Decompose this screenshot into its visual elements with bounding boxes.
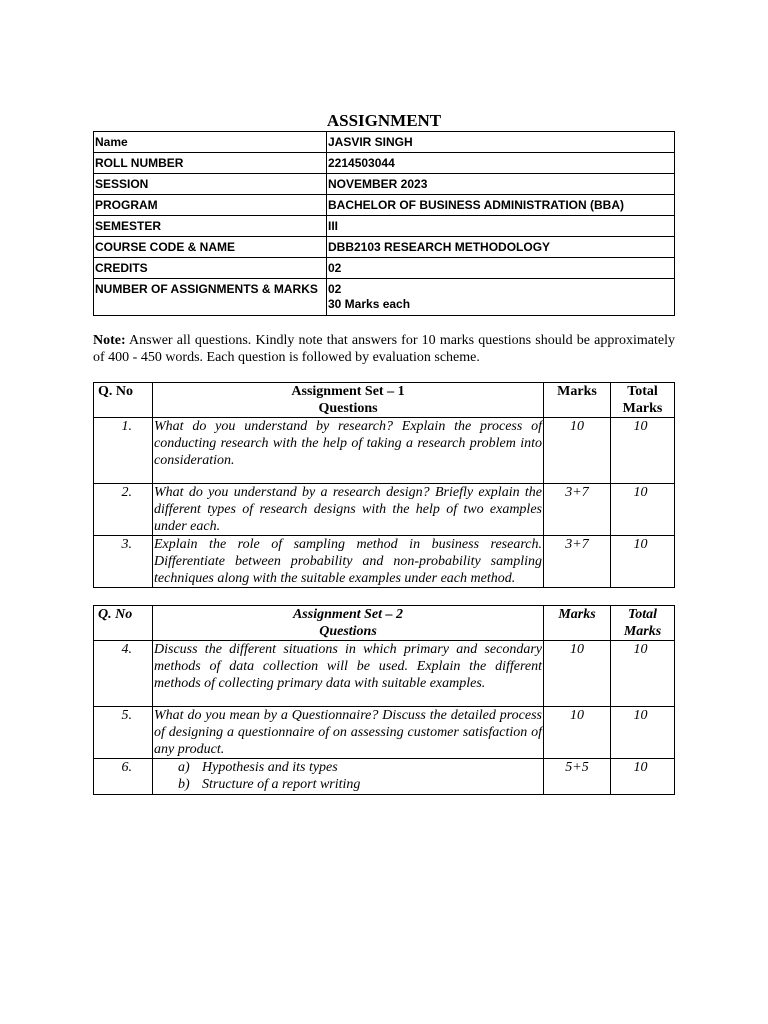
sub-question-label: a) bbox=[178, 760, 190, 775]
sub-question bbox=[154, 759, 542, 776]
info-row bbox=[94, 153, 675, 174]
question-text: Explain the role of sampling method in business research. Differentiate between probability and non-probability sampling techniques along with the suitable examples under each method. bbox=[154, 537, 542, 586]
set-title: Assignment Set – 2 bbox=[292, 607, 404, 622]
question-text: What do you understand by a research design? Briefly explain the different types of research designs with the help of two examples under each. bbox=[154, 485, 542, 534]
question-marks: 10 bbox=[544, 418, 611, 484]
table-header-row bbox=[94, 383, 675, 418]
question-marks: 10 bbox=[544, 641, 611, 707]
table-row bbox=[94, 641, 675, 707]
info-row bbox=[94, 132, 675, 153]
info-label: SESSION bbox=[94, 174, 327, 195]
document-title: ASSIGNMENT bbox=[326, 111, 442, 130]
info-label: COURSE CODE & NAME bbox=[94, 237, 327, 258]
question-total: 10 bbox=[611, 536, 675, 588]
info-label: PROGRAM bbox=[94, 195, 327, 216]
question-marks: 10 bbox=[544, 707, 611, 759]
note-text: Answer all questions. Kindly note that answers for 10 marks questions should be approximately of 400 - 450 words. Each question is followed by evaluation scheme. bbox=[93, 333, 675, 365]
info-label: SEMESTER bbox=[94, 216, 327, 237]
question-total: 10 bbox=[611, 759, 675, 795]
question-text: What do you mean by a Questionnaire? Discuss the detailed process of designing a questionnaire of on assessing customer satisfaction of any product. bbox=[154, 708, 542, 757]
table-row bbox=[94, 418, 675, 484]
info-label: ROLL NUMBER bbox=[94, 153, 327, 174]
questions-label: Questions bbox=[319, 624, 377, 639]
assignment-count: 02 bbox=[328, 282, 342, 296]
instructions-note bbox=[93, 332, 675, 366]
info-value: JASVIR SINGH bbox=[327, 132, 675, 153]
marks-header: Marks bbox=[544, 606, 611, 641]
student-info-table bbox=[93, 131, 675, 316]
set-title: Assignment Set – 1 bbox=[291, 384, 405, 399]
question-total: 10 bbox=[611, 707, 675, 759]
question-text: Discuss the different situations in which primary and secondary methods of data collection will be used. Explain the different methods of collecting primary data with suitable examples. bbox=[153, 641, 544, 707]
question-marks: 3+7 bbox=[544, 484, 611, 536]
table-row bbox=[94, 484, 675, 536]
question-number: 1. bbox=[94, 418, 153, 484]
info-row bbox=[94, 216, 675, 237]
qno-header: Q. No bbox=[94, 383, 153, 418]
info-value: BACHELOR OF BUSINESS ADMINISTRATION (BBA) bbox=[327, 195, 675, 216]
question-number: 4. bbox=[94, 641, 153, 707]
info-row bbox=[94, 195, 675, 216]
questions-header bbox=[153, 606, 544, 641]
info-row bbox=[94, 237, 675, 258]
total-marks-header bbox=[611, 606, 675, 641]
total-label: Total bbox=[627, 607, 658, 622]
info-value: 02 bbox=[327, 258, 675, 279]
sub-question bbox=[154, 776, 542, 793]
sub-question-text: Hypothesis and its types bbox=[202, 760, 338, 775]
marks-header: Marks bbox=[544, 383, 611, 418]
questions-header bbox=[153, 383, 544, 418]
info-value: NOVEMBER 2023 bbox=[327, 174, 675, 195]
info-row bbox=[94, 258, 675, 279]
question-marks: 3+7 bbox=[544, 536, 611, 588]
question-text bbox=[153, 759, 544, 795]
table-row bbox=[94, 536, 675, 588]
total-label: Total bbox=[627, 384, 658, 399]
sub-question-label: b) bbox=[178, 777, 190, 792]
question-text: What do you understand by research? Explain the process of conducting research with the help of taking a research problem into consideration. bbox=[153, 418, 544, 484]
total-marks-header bbox=[611, 383, 675, 418]
qno-header: Q. No bbox=[94, 606, 153, 641]
note-label: Note: bbox=[93, 333, 126, 348]
info-value: DBB2103 RESEARCH METHODOLOGY bbox=[327, 237, 675, 258]
question-number: 2. bbox=[94, 484, 153, 536]
info-row bbox=[94, 279, 675, 316]
question-marks: 5+5 bbox=[544, 759, 611, 795]
assignment-set-1-table bbox=[93, 382, 675, 588]
assignment-set-2-table bbox=[93, 605, 675, 795]
info-row bbox=[94, 174, 675, 195]
question-total: 10 bbox=[611, 418, 675, 484]
info-value: III bbox=[327, 216, 675, 237]
question-number: 3. bbox=[94, 536, 153, 588]
question-total: 10 bbox=[611, 484, 675, 536]
total-marks-label: Marks bbox=[623, 624, 662, 639]
info-label: CREDITS bbox=[94, 258, 327, 279]
table-row bbox=[94, 707, 675, 759]
info-value bbox=[327, 279, 675, 316]
marks-each: 30 Marks each bbox=[328, 297, 411, 311]
info-label: NUMBER OF ASSIGNMENTS & MARKS bbox=[94, 279, 327, 316]
sub-question-text: Structure of a report writing bbox=[202, 777, 361, 792]
total-marks-label: Marks bbox=[622, 401, 663, 416]
question-total: 10 bbox=[611, 641, 675, 707]
question-number: 6. bbox=[94, 759, 153, 795]
questions-label: Questions bbox=[318, 401, 378, 416]
info-value: 2214503044 bbox=[327, 153, 675, 174]
table-header-row bbox=[94, 606, 675, 641]
info-label: Name bbox=[94, 132, 327, 153]
table-row bbox=[94, 759, 675, 795]
question-number: 5. bbox=[94, 707, 153, 759]
